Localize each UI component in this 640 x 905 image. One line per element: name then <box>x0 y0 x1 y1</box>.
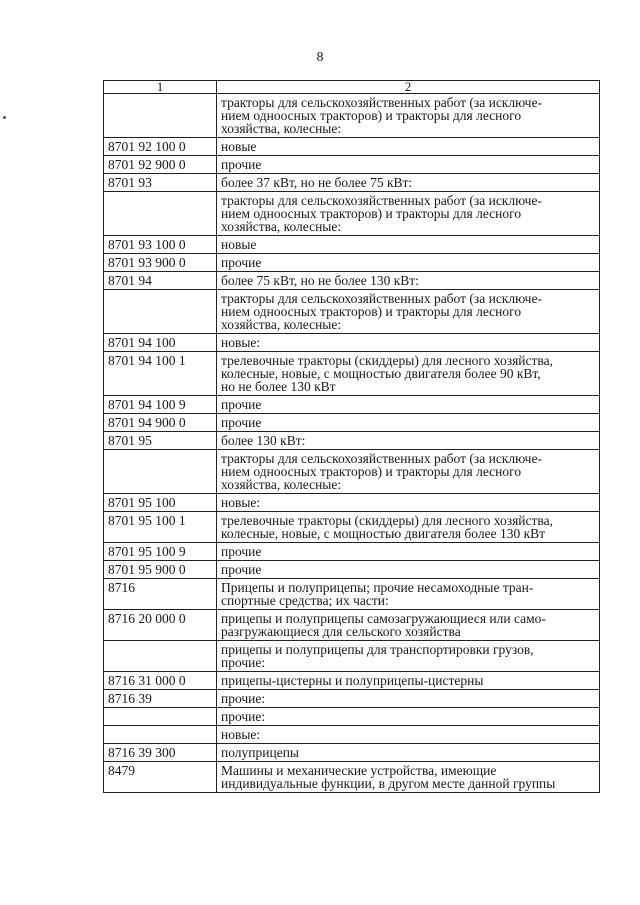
commodity-code: 8701 93 <box>104 174 217 192</box>
column-header-description: 2 <box>217 81 600 94</box>
commodity-code: 8701 92 100 0 <box>104 138 217 156</box>
page-number: 8 <box>316 50 324 65</box>
commodity-description: новые: <box>217 494 600 512</box>
table-row <box>104 450 600 494</box>
commodity-code <box>104 641 217 672</box>
commodity-code: 8716 39 <box>104 690 217 708</box>
commodity-code: 8701 94 100 1 <box>104 352 217 396</box>
table-row <box>104 512 600 543</box>
table-row <box>104 290 600 334</box>
tariff-table-body <box>104 81 600 793</box>
commodity-description: прицепы и полуприцепы самозагружающиеся или само- разгружающиеся для сельского хозяйства <box>217 610 600 641</box>
table-row <box>104 762 600 793</box>
commodity-description: тракторы для сельскохозяйственных работ (за исключе- нием одноосных тракторов) и тракторы для лесного хозяйства, колесные: <box>217 450 600 494</box>
table-row <box>104 561 600 579</box>
commodity-code: 8701 94 900 0 <box>104 414 217 432</box>
commodity-code: 8701 95 100 1 <box>104 512 217 543</box>
commodity-description: тракторы для сельскохозяйственных работ (за исключе- нием одноосных тракторов) и тракторы для лесного хозяйства, колесные: <box>217 192 600 236</box>
table-row <box>104 396 600 414</box>
commodity-code: 8701 94 100 9 <box>104 396 217 414</box>
commodity-code: 8716 39 300 <box>104 744 217 762</box>
table-row <box>104 236 600 254</box>
commodity-code <box>104 290 217 334</box>
commodity-code: 8701 93 100 0 <box>104 236 217 254</box>
table-row <box>104 690 600 708</box>
commodity-description: прочие: <box>217 690 600 708</box>
commodity-description: более 75 кВт, но не более 130 кВт: <box>217 272 600 290</box>
commodity-code: 8701 95 100 9 <box>104 543 217 561</box>
table-header-row <box>104 81 600 94</box>
table-row <box>104 334 600 352</box>
table-row <box>104 610 600 641</box>
commodity-code: 8701 94 <box>104 272 217 290</box>
table-row <box>104 543 600 561</box>
commodity-code: 8716 31 000 0 <box>104 672 217 690</box>
commodity-description: прицепы и полуприцепы для транспортировки грузов, прочие: <box>217 641 600 672</box>
table-row <box>104 641 600 672</box>
commodity-code <box>104 726 217 744</box>
commodity-description: прочие <box>217 414 600 432</box>
commodity-description: тракторы для сельскохозяйственных работ (за исключе- нием одноосных тракторов) и тракторы для лесного хозяйства, колесные: <box>217 94 600 138</box>
commodity-description: Машины и механические устройства, имеющие индивидуальные функции, в другом месте данной группы <box>217 762 600 793</box>
table-row <box>104 726 600 744</box>
commodity-description: прочие <box>217 254 600 272</box>
commodity-code: 8701 95 <box>104 432 217 450</box>
tariff-table <box>103 80 600 793</box>
table-row <box>104 254 600 272</box>
commodity-description: новые: <box>217 726 600 744</box>
commodity-code: 8701 95 900 0 <box>104 561 217 579</box>
commodity-description: прочие <box>217 543 600 561</box>
commodity-code: 8701 95 100 <box>104 494 217 512</box>
commodity-description: более 130 кВт: <box>217 432 600 450</box>
commodity-description: трелевочные тракторы (скиддеры) для лесного хозяйства, колесные, новые, с мощностью двигателя более 130 кВт <box>217 512 600 543</box>
commodity-code <box>104 94 217 138</box>
table-row <box>104 672 600 690</box>
commodity-code <box>104 450 217 494</box>
commodity-code <box>104 192 217 236</box>
commodity-description: более 37 кВт, но не более 75 кВт: <box>217 174 600 192</box>
commodity-description: новые <box>217 138 600 156</box>
table-row <box>104 138 600 156</box>
commodity-description: Прицепы и полуприцепы; прочие несамоходные тран- спортные средства; их части: <box>217 579 600 610</box>
commodity-description: тракторы для сельскохозяйственных работ (за исключе- нием одноосных тракторов) и тракторы для лесного хозяйства, колесные: <box>217 290 600 334</box>
commodity-code <box>104 708 217 726</box>
margin-mark <box>3 116 6 119</box>
commodity-description: прочие: <box>217 708 600 726</box>
commodity-description: новые <box>217 236 600 254</box>
table-row <box>104 744 600 762</box>
commodity-code: 8716 <box>104 579 217 610</box>
table-row <box>104 579 600 610</box>
commodity-description: трелевочные тракторы (скиддеры) для лесного хозяйства, колесные, новые, с мощностью двигателя более 90 кВт, но не более 130 кВт <box>217 352 600 396</box>
table-row <box>104 192 600 236</box>
commodity-description: полуприцепы <box>217 744 600 762</box>
table-row <box>104 94 600 138</box>
column-header-code: 1 <box>104 81 217 94</box>
commodity-description: новые: <box>217 334 600 352</box>
table-row <box>104 156 600 174</box>
commodity-code: 8701 92 900 0 <box>104 156 217 174</box>
table-row <box>104 352 600 396</box>
table-row <box>104 272 600 290</box>
commodity-code: 8716 20 000 0 <box>104 610 217 641</box>
commodity-description: прочие <box>217 561 600 579</box>
table-row <box>104 414 600 432</box>
table-row <box>104 494 600 512</box>
commodity-description: прицепы-цистерны и полуприцепы-цистерны <box>217 672 600 690</box>
commodity-code: 8701 94 100 <box>104 334 217 352</box>
commodity-code: 8479 <box>104 762 217 793</box>
commodity-description: прочие <box>217 156 600 174</box>
table-row <box>104 432 600 450</box>
commodity-description: прочие <box>217 396 600 414</box>
commodity-code: 8701 93 900 0 <box>104 254 217 272</box>
table-row <box>104 174 600 192</box>
table-row <box>104 708 600 726</box>
